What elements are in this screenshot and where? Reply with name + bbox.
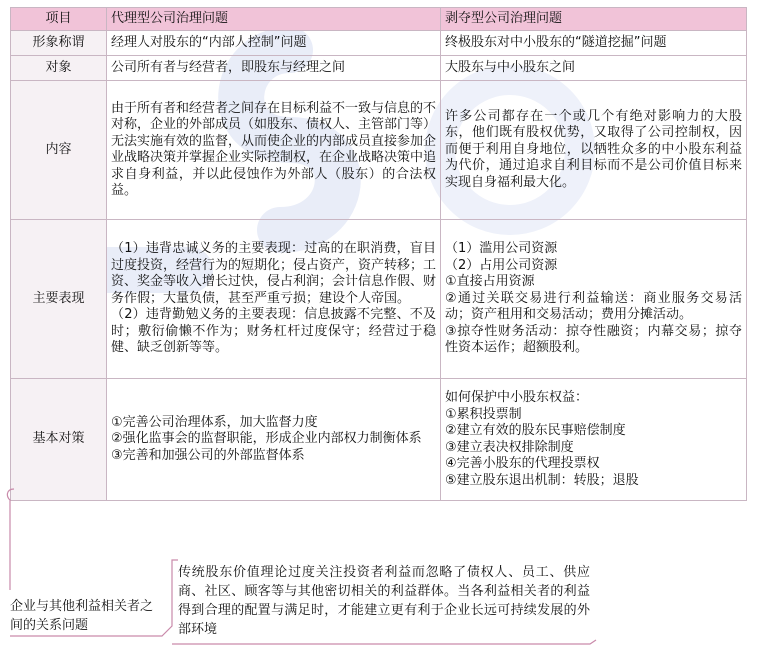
row-label-image: 形象称谓 (11, 31, 107, 56)
header-expropriation: 剥夺型公司治理问题 (441, 8, 747, 31)
cell-agency-countermeasure (107, 379, 441, 501)
relation-topic-label: 企业与其他利益相关者之间的关系问题 (10, 599, 154, 633)
cell-agency-manifestation (107, 220, 441, 379)
relation-description: 传统股东价值理论过度关注投资者利益而忽略了债权人、员工、供应商、社区、顾客等与其他密切相关的利益群体。当各利益相关者的利益得到合理的配置与满足时，才能建立更有利于企业长远可持续发展的外部环境 (178, 565, 590, 637)
cell-agency-image: 经理人对股东的“内部人控制”问题 (107, 31, 441, 56)
cell-agency-content (107, 81, 441, 220)
row-label-object: 对象 (11, 56, 107, 81)
header-item: 项目 (11, 8, 107, 31)
cell-expropriation-content (441, 81, 747, 220)
row-label-content: 内容 (11, 81, 107, 220)
cell-agency-object: 公司所有者与经营者，即股东与经理之间 (107, 56, 441, 81)
table-row (11, 31, 747, 56)
table-row (11, 81, 747, 220)
agency-content-text: 由于所有者和经营者之间存在目标利益不一致与信息的不对称，企业的外部成员（如股东、债权人、主管部门等）无法实施有效的监督，从而使企业的内部成员直接参加企业战略决策并掌握企业实际控制权，在企业战略决策中追求自身利益，并以此侵蚀作为外部人（股东）的合法权益。 (111, 100, 437, 198)
agency-manifestation-text: （1）违背忠诚义务的主要表现：过高的在职消费，盲目过度投资，经营行为的短期化；侵占资产，资产转移；工资、奖金等收入增长过快，侵占利润；会计信息作假、财务作假；大量负债，甚至严重亏损；建设个人帝国。 （2）违背勤勉义务的主要表现：信息披露不完整、不及时；敷衍偷懒不作为；财务杠杆过度保守；经营过于稳健、缺乏创新等等。 (111, 241, 437, 356)
row-label-countermeasure: 基本对策 (11, 379, 107, 501)
table-row (11, 379, 747, 501)
expropriation-countermeasure-text: 如何保护中小股东权益： ①累积投票制 ②建立有效的股东民事赔偿制度 ③建立表决权排除制度 ④完善小股东的代理投票权 ⑤建立股东退出机制：转股；退股 (445, 390, 639, 488)
cell-expropriation-manifestation (441, 220, 747, 379)
governance-comparison-table (10, 7, 747, 501)
row-label-manifestation: 主要表现 (11, 220, 107, 379)
header-agency: 代理型公司治理问题 (107, 8, 441, 31)
cell-expropriation-countermeasure (441, 379, 747, 501)
cell-expropriation-image: 终极股东对中小股东的“隧道挖掘”问题 (441, 31, 747, 56)
expropriation-manifestation-text: （1）滥用公司资源 （2）占用公司资源 ①直接占用资源 ②通过关联交易进行利益输送：商业服务交易活动；资产租用和交易活动；费用分摊活动。 ③掠夺性财务活动：掠夺性融资；内幕交易；掠夺性资本运作；超额股利。 (445, 241, 742, 356)
table-row (11, 56, 747, 81)
expropriation-content-text: 许多公司都存在一个或几个有绝对影响力的大股东，他们既有股权优势，又取得了公司控制权，因而便于利用自身地位，以牺牲众多的中小股东利益为代价，通过追求自利目标而不是公司价值目标来实现自身福利最大化。 (445, 108, 742, 190)
cell-expropriation-object: 大股东与中小股东之间 (441, 56, 747, 81)
table-row (11, 220, 747, 379)
agency-countermeasure-text: ①完善公司治理体系，加大监督力度 ②强化监事会的监督职能，形成企业内部权力制衡体系 ③完善和加强公司的外部监督体系 (111, 414, 422, 463)
table-header-row (11, 8, 747, 31)
